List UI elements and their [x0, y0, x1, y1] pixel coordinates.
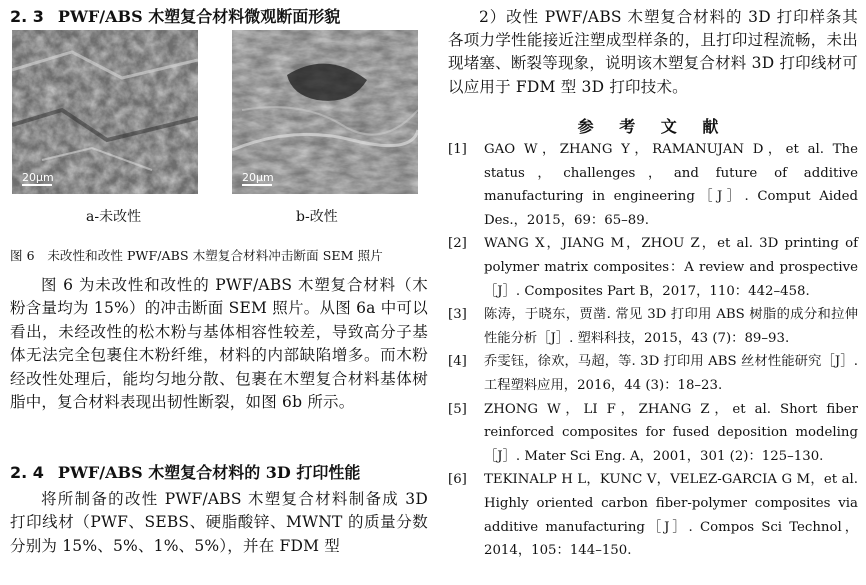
reference-number: [6]	[448, 472, 467, 488]
section-heading-2-3	[10, 4, 340, 27]
section-number: 2. 3	[10, 7, 44, 26]
reference-item	[448, 303, 858, 350]
reference-text: 陈涛，于晓东，贾凿. 常见 3D 打印用 ABS 树脂的成分和拉伸性能分析［J］. 塑料科技，2015，43 (7)：89–93.	[484, 307, 858, 346]
section-title: PWF/ABS 木塑复合材料微观断面形貌	[57, 7, 341, 26]
paragraph-3d-printing: 将所制备的改性 PWF/ABS 木塑复合材料制备成 3D 打印线材（PWF、SEBS、硬脂酸锌、MWNT 的质量分数分别为 15%、5%、1%、5%），并在 FDM 型	[10, 490, 428, 555]
reference-number: [1]	[448, 142, 467, 157]
reference-item	[448, 232, 858, 303]
reference-number: [2]	[448, 236, 467, 252]
reference-text: ZHONG W，LI F，ZHANG Z，et al. Short fiber reinforced composites for fused deposition modeling［J］. Mater Sci Eng. A，2001，301 (2)：125–130.	[484, 401, 858, 464]
reference-item	[448, 468, 858, 562]
reference-item	[448, 138, 858, 232]
reference-item	[448, 398, 858, 469]
reference-text: WANG X，JIANG M，ZHOU Z，et al. 3D printing of polymer matrix composites：A review and prospective［J］. Composites Part B，2017，110：442–458.	[484, 236, 858, 299]
reference-number: [5]	[448, 401, 467, 417]
figure-caption: 图 6 未改性和改性 PWF/ABS 木塑复合材料冲击断面 SEM 照片	[10, 248, 383, 263]
reference-item	[448, 350, 858, 397]
scale-bar-b: 20μm	[242, 171, 274, 184]
references-list	[448, 138, 858, 563]
subcaption-b: b-改性	[296, 209, 338, 225]
reference-text: GAO W，ZHANG Y，RAMANUJAN D，et al. The status，challenges，and future of additive manufacturing in engineering［J］. Comput Aided Des.，2015，69：65–89.	[484, 142, 858, 228]
reference-number: [4]	[448, 354, 467, 370]
scale-bar-a: 20μm	[22, 171, 54, 184]
sem-image-unmodified	[12, 30, 198, 194]
section-heading-2-4	[10, 460, 360, 483]
reference-number: [3]	[448, 307, 467, 323]
section-title: PWF/ABS 木塑复合材料的 3D 打印性能	[57, 463, 361, 482]
sem-image-modified	[232, 30, 418, 194]
reference-text: 乔雯钰，徐欢，马超，等. 3D 打印用 ABS 丝材性能研究［J］. 工程塑料应用，2016，44 (3)：18–23.	[484, 354, 858, 393]
references-title: 参 考 文 献	[577, 117, 729, 136]
subcaption-a: a-未改性	[86, 209, 142, 225]
section-number: 2. 4	[10, 463, 44, 482]
paragraph-fig6-analysis: 图 6 为未改性和改性的 PWF/ABS 木塑复合材料（木粉含量均为 15%）的冲击断面 SEM 照片。从图 6a 中可以看出，未经改性的松木粉与基体相容性较差，导致高分子基体无法完全包裹住木粉纤维，材料的内部缺陷增多。而木粉经改性处理后，能均匀地分散、包裹在木塑复合材料基体树脂中，复合材料表现出韧性断裂，如图 6b 所示。	[10, 276, 428, 412]
reference-text: TEKINALP H L，KUNC V，VELEZ-GARCIA G M，et al. Highly oriented carbon fiber-polymer composites via additive manufacturing［J］. Compos Sci Technol，2014，105：144–150.	[484, 472, 858, 559]
paragraph-conclusion-2: 2）改性 PWF/ABS 木塑复合材料的 3D 打印样条其各项力学性能接近注塑成型样条的，且打印过程流畅，未出现堵塞、断裂等现象，说明该木塑复合材料 3D 打印线材可以应用于 FDM 型 3D 打印技术。	[448, 8, 858, 96]
